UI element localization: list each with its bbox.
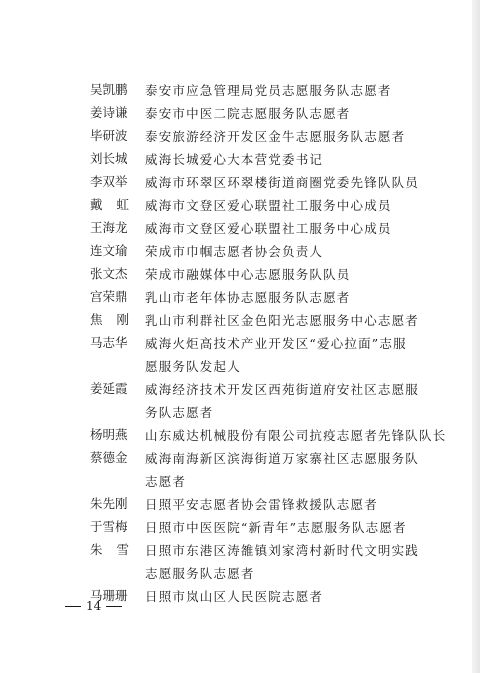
volunteer-affiliation [145,194,430,217]
affiliation-line: 日照平安志愿者协会雷锋救援队志愿者 [145,497,378,512]
volunteer-affiliation [145,424,447,447]
volunteer-name: 王海龙 [90,220,128,235]
affiliation-line: 乳山市利群社区金色阳光志愿服务中心志愿者 [145,313,420,328]
page-footer [60,598,127,614]
volunteer-name: 朱先刚 [90,496,128,511]
affiliation-line: 山东威达机械股份有限公司抗疫志愿者先锋队队长 [145,428,447,443]
affiliation-line: 乳山市老年体协志愿服务队志愿者 [145,290,351,305]
volunteer-affiliation [145,125,430,148]
volunteer-affiliation [145,79,430,102]
volunteer-affiliation [145,148,430,171]
affiliation-line: 日照市中医医院“新青年”志愿服务队志愿者 [145,520,407,535]
volunteer-name: 马珊珊 [90,588,128,603]
affiliation-line: 威海市文登区爱心联盟社工服务中心成员 [145,198,392,213]
affiliation-line: 威海火炬高技术产业开发区“爱心拉面”志服 [145,336,407,351]
volunteer-affiliation [145,309,430,332]
volunteer-name: 连文瑜 [90,243,128,258]
volunteer-name: 毕研波 [90,128,128,143]
volunteer-name: 杨明燕 [90,427,128,442]
affiliation-line: 志愿服务队志愿者 [145,566,255,581]
affiliation-line: 日照市岚山区人民医院志愿者 [145,589,324,604]
volunteer-affiliation [145,286,430,309]
volunteer-name: 马志华 [90,335,128,350]
volunteer-affiliation [145,447,430,493]
affiliation-line: 威海市环翠区环翠楼街道商圈党委先锋队队员 [145,175,420,190]
volunteer-affiliation [145,240,430,263]
volunteer-name: 于雪梅 [90,519,128,534]
affiliation-line: 威海市文登区爱心联盟社工服务中心成员 [145,221,392,236]
volunteer-name: 戴虹 [90,197,144,212]
volunteer-affiliation [145,585,430,608]
affiliation-line: 志愿者 [145,474,187,489]
volunteer-affiliation [145,102,430,125]
volunteer-affiliation [145,493,430,516]
affiliation-line: 务队志愿者 [145,405,214,420]
volunteer-name: 吴凯鹏 [90,82,128,97]
affiliation-line: 威海经济技术开发区西苑街道府安社区志愿服 [145,382,420,397]
volunteer-affiliation [145,516,430,539]
affiliation-line: 威海长城爱心大本营党委书记 [145,152,324,167]
volunteer-name: 姜延霞 [90,381,128,396]
affiliation-line: 日照市东港区涛雒镇刘家湾村新时代文明实践 [145,543,420,558]
affiliation-line: 泰安市应急管理局党员志愿服务队志愿者 [145,83,392,98]
volunteer-affiliation [145,539,430,585]
volunteer-name: 李双举 [90,174,128,189]
volunteer-affiliation [145,263,430,286]
affiliation-line: 泰安市中医二院志愿服务队志愿者 [145,106,351,121]
affiliation-line: 威海南海新区滨海街道万家寨社区志愿服务队 [145,451,420,466]
affiliation-line: 荣成市巾帼志愿者协会负责人 [145,244,324,259]
affiliation-line: 荣成市融媒体中心志愿服务队队员 [145,267,351,282]
volunteer-name: 朱雪 [90,542,144,557]
volunteer-name: 蔡德金 [90,450,128,465]
page-number: 14 [86,599,102,613]
footer-dash-left [65,606,81,607]
volunteer-name: 姜诗谦 [90,105,128,120]
footer-dash-right [106,606,122,607]
volunteer-name: 刘长城 [90,151,128,166]
affiliation-line: 泰安旅游经济开发区金牛志愿服务队志愿者 [145,129,406,144]
volunteer-name: 张文杰 [90,266,128,281]
volunteer-affiliation [145,171,430,194]
volunteer-name: 焦刚 [90,312,144,327]
volunteer-affiliation [145,217,430,240]
volunteer-affiliation [145,332,430,378]
volunteer-affiliation [145,378,430,424]
volunteer-name: 宫荣鼎 [90,289,128,304]
page-edge-shadow [472,0,480,673]
affiliation-line: 愿服务队发起人 [145,359,241,374]
